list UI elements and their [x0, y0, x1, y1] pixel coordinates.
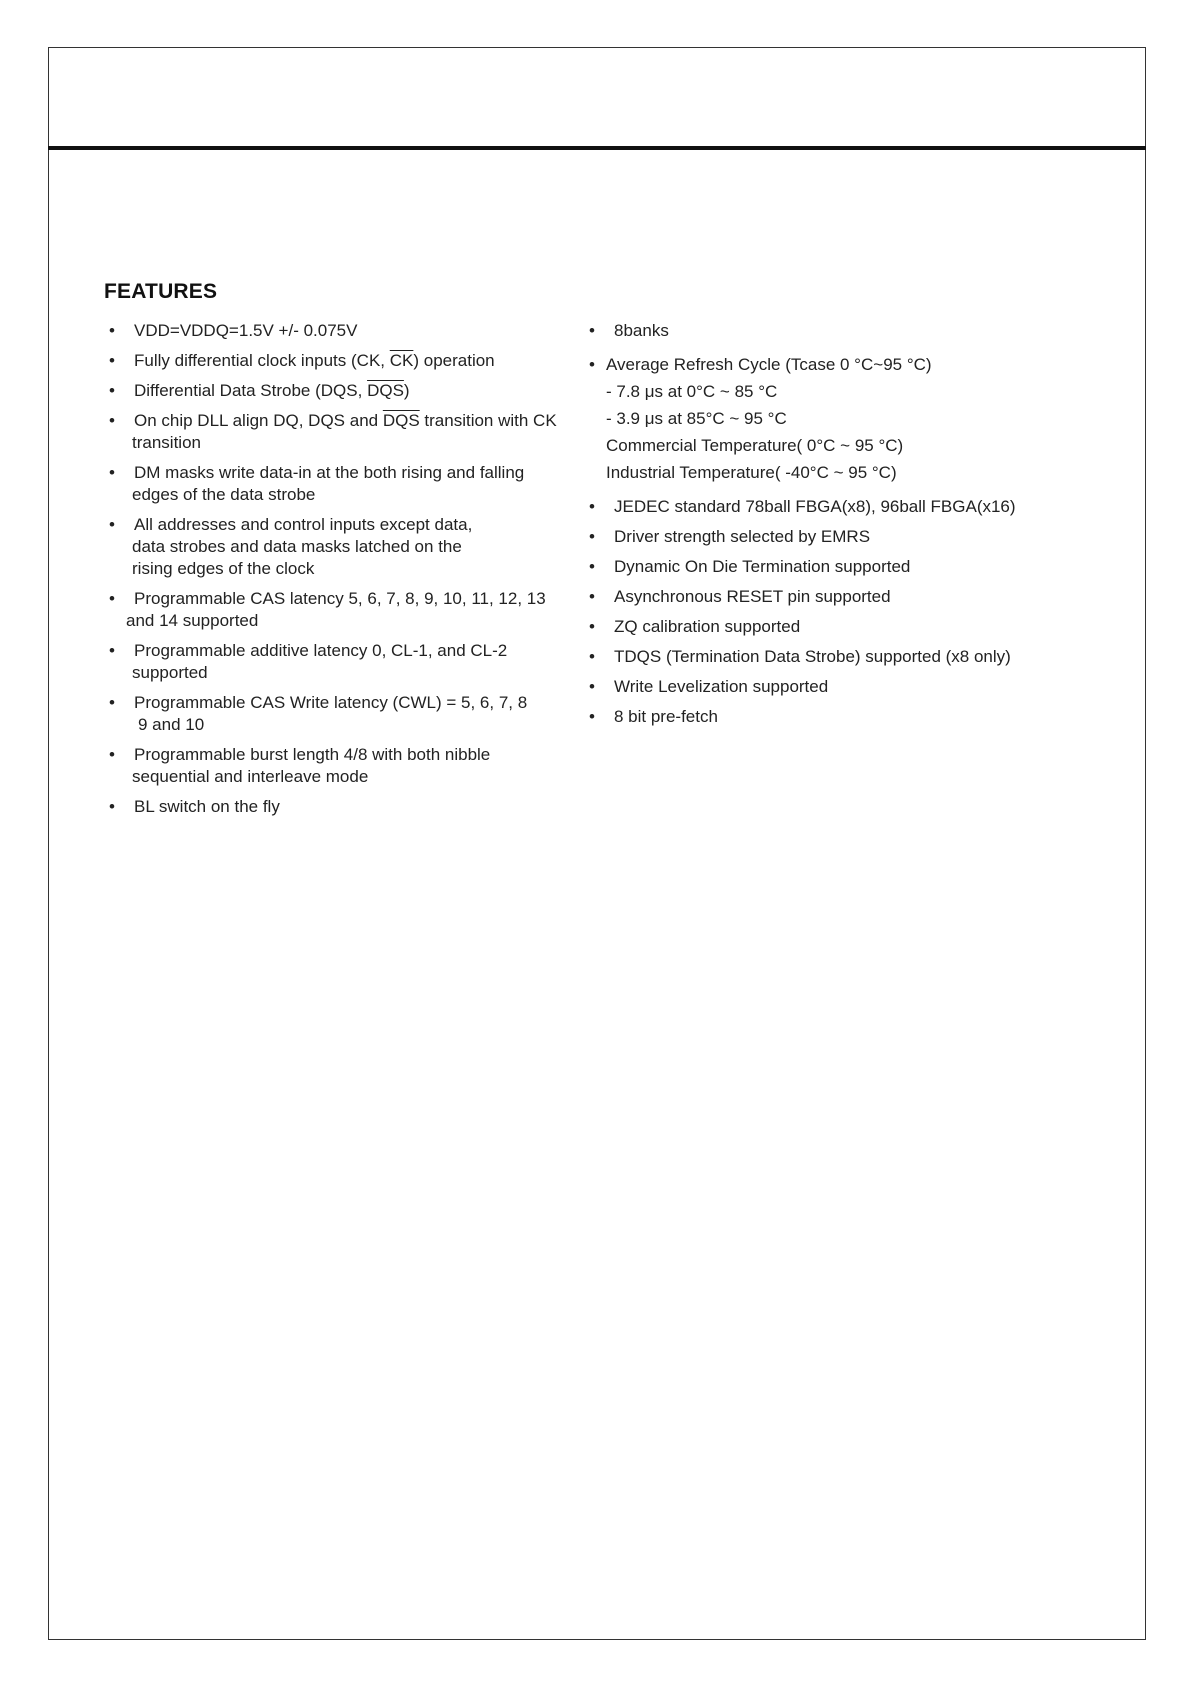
feature-item: • Write Levelization supported	[589, 677, 829, 696]
feature-item: • All addresses and control inputs except data, data strobes and data masks latched on the rising edges of the clock	[109, 515, 473, 578]
feature-item: • Programmable burst length 4/8 with both nibble sequential and interleave mode	[109, 745, 491, 786]
feature-item: • TDQS (Termination Data Strobe) supported (x8 only)	[589, 647, 1011, 666]
header-rule	[48, 146, 1146, 150]
feature-item: • 8 bit pre-fetch	[589, 707, 718, 726]
feature-item: • VDD=VDDQ=1.5V +/- 0.075V	[109, 321, 358, 340]
feature-item: • JEDEC standard 78ball FBGA(x8), 96ball FBGA(x16)	[589, 497, 1016, 516]
feature-item-refresh: • Average Refresh Cycle (Tcase 0 °C~95 °C) - 7.8 μs at 0°C ~ 85 °C - 3.9 μs at 85°C ~ 95 °C Commercial Temperature( 0°C ~ 95 °C) Industrial Temperature( -40°C ~ 95 °C)	[589, 355, 932, 482]
feature-item: • Dynamic On Die Termination supported	[589, 557, 911, 576]
feature-item: • On chip DLL align DQ, DQS and $\overline{DQS}$ transition with CK transition	[109, 411, 557, 452]
feature-item: • Programmable additive latency 0, CL-1, and CL-2 supported	[109, 641, 508, 682]
feature-item: • Driver strength selected by EMRS	[589, 527, 871, 546]
feature-item: • BL switch on the fly	[109, 797, 280, 816]
feature-item: • Differential Data Strobe (DQS, $\overline{DQS}$)	[109, 381, 410, 400]
features-heading: FEATURES	[104, 280, 218, 303]
feature-item: • Fully differential clock inputs (CK, $\overline{CK}$) operation	[109, 351, 495, 370]
feature-item: • DM masks write data-in at the both rising and falling edges of the data strobe	[109, 463, 525, 504]
feature-item: • 8banks	[589, 321, 669, 340]
feature-item: • ZQ calibration supported	[589, 617, 801, 636]
feature-item: • Programmable CAS Write latency (CWL) = 5, 6, 7, 8 9 and 10	[109, 693, 528, 734]
feature-item: • Asynchronous RESET pin supported	[589, 587, 891, 606]
feature-item: • Programmable CAS latency 5, 6, 7, 8, 9, 10, 11, 12, 13 and 14 supported	[109, 589, 546, 630]
